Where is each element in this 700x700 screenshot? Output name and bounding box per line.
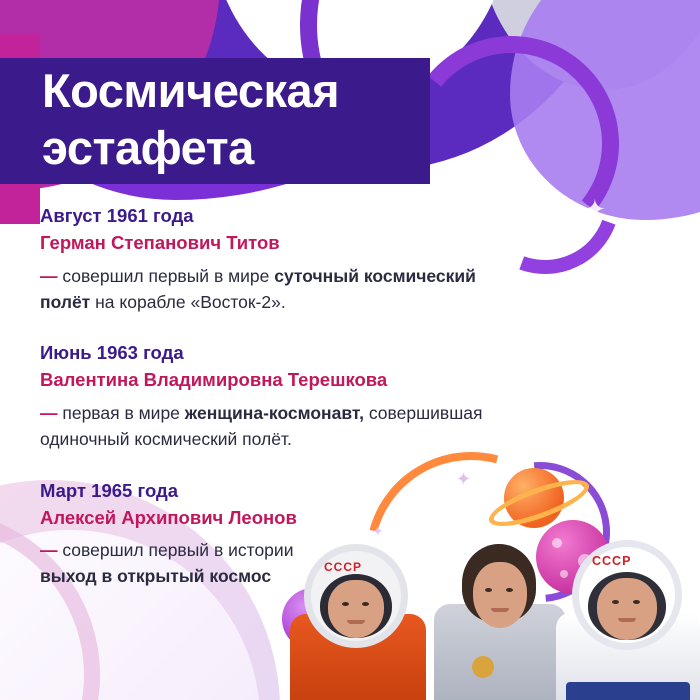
title-line-1: Космическая	[42, 64, 340, 117]
entry-date: Август 1961 года	[40, 205, 194, 226]
entry-date: Июнь 1963 года	[40, 342, 184, 364]
star-icon: ✦	[456, 469, 472, 489]
desc-bold-2: космический полёт	[40, 265, 476, 312]
entry-tereshkova	[40, 340, 660, 452]
desc-part-1: первая в мире	[57, 403, 185, 424]
cosmonaut-photo-group	[290, 490, 700, 700]
desc-part-2: совершившая одиночный космический полёт.	[40, 403, 483, 449]
entry-person-name: Валентина Владимировна Терешкова	[40, 369, 388, 391]
entry-description	[40, 401, 510, 453]
entry-titov	[40, 203, 660, 315]
suit-badge-icon	[472, 656, 494, 678]
entry-dash: —	[40, 540, 58, 561]
desc-part-3: на корабле «Восток-2».	[90, 291, 286, 312]
desc-part-1: совершил первый в мире	[57, 265, 275, 286]
star-icon: ✦	[546, 231, 558, 247]
cosmonaut-right-photo	[556, 510, 700, 700]
cosmonaut-left-photo	[290, 520, 440, 700]
page-title	[42, 62, 472, 177]
face	[328, 580, 384, 638]
face	[597, 578, 657, 640]
entry-person-name: Алексей Архипович Леонов	[40, 506, 297, 528]
suit-label: СССР	[324, 560, 363, 574]
entry-person-name: Герман Степанович Титов	[40, 231, 280, 253]
cosmonaut-center-photo	[428, 510, 574, 700]
face	[473, 562, 527, 628]
star-icon: ✦	[612, 249, 623, 263]
star-icon: ✦	[372, 523, 384, 539]
suit-label: СССР	[592, 554, 632, 568]
entry-date: Март 1965 года	[40, 479, 179, 501]
entry-dash: —	[40, 403, 58, 424]
desc-bold-1: выход	[40, 566, 97, 587]
entry-description	[40, 264, 510, 316]
star-icon: ✦	[584, 194, 606, 224]
desc-part-1: совершил первый в истории	[57, 540, 294, 561]
entry-dash: —	[40, 265, 58, 286]
desc-bold-1: суточный	[274, 265, 359, 286]
title-line-2: эстафета	[42, 121, 254, 175]
desc-bold-2: в открытый космос	[101, 566, 272, 587]
desc-bold-1: женщина-космонавт,	[184, 403, 364, 424]
